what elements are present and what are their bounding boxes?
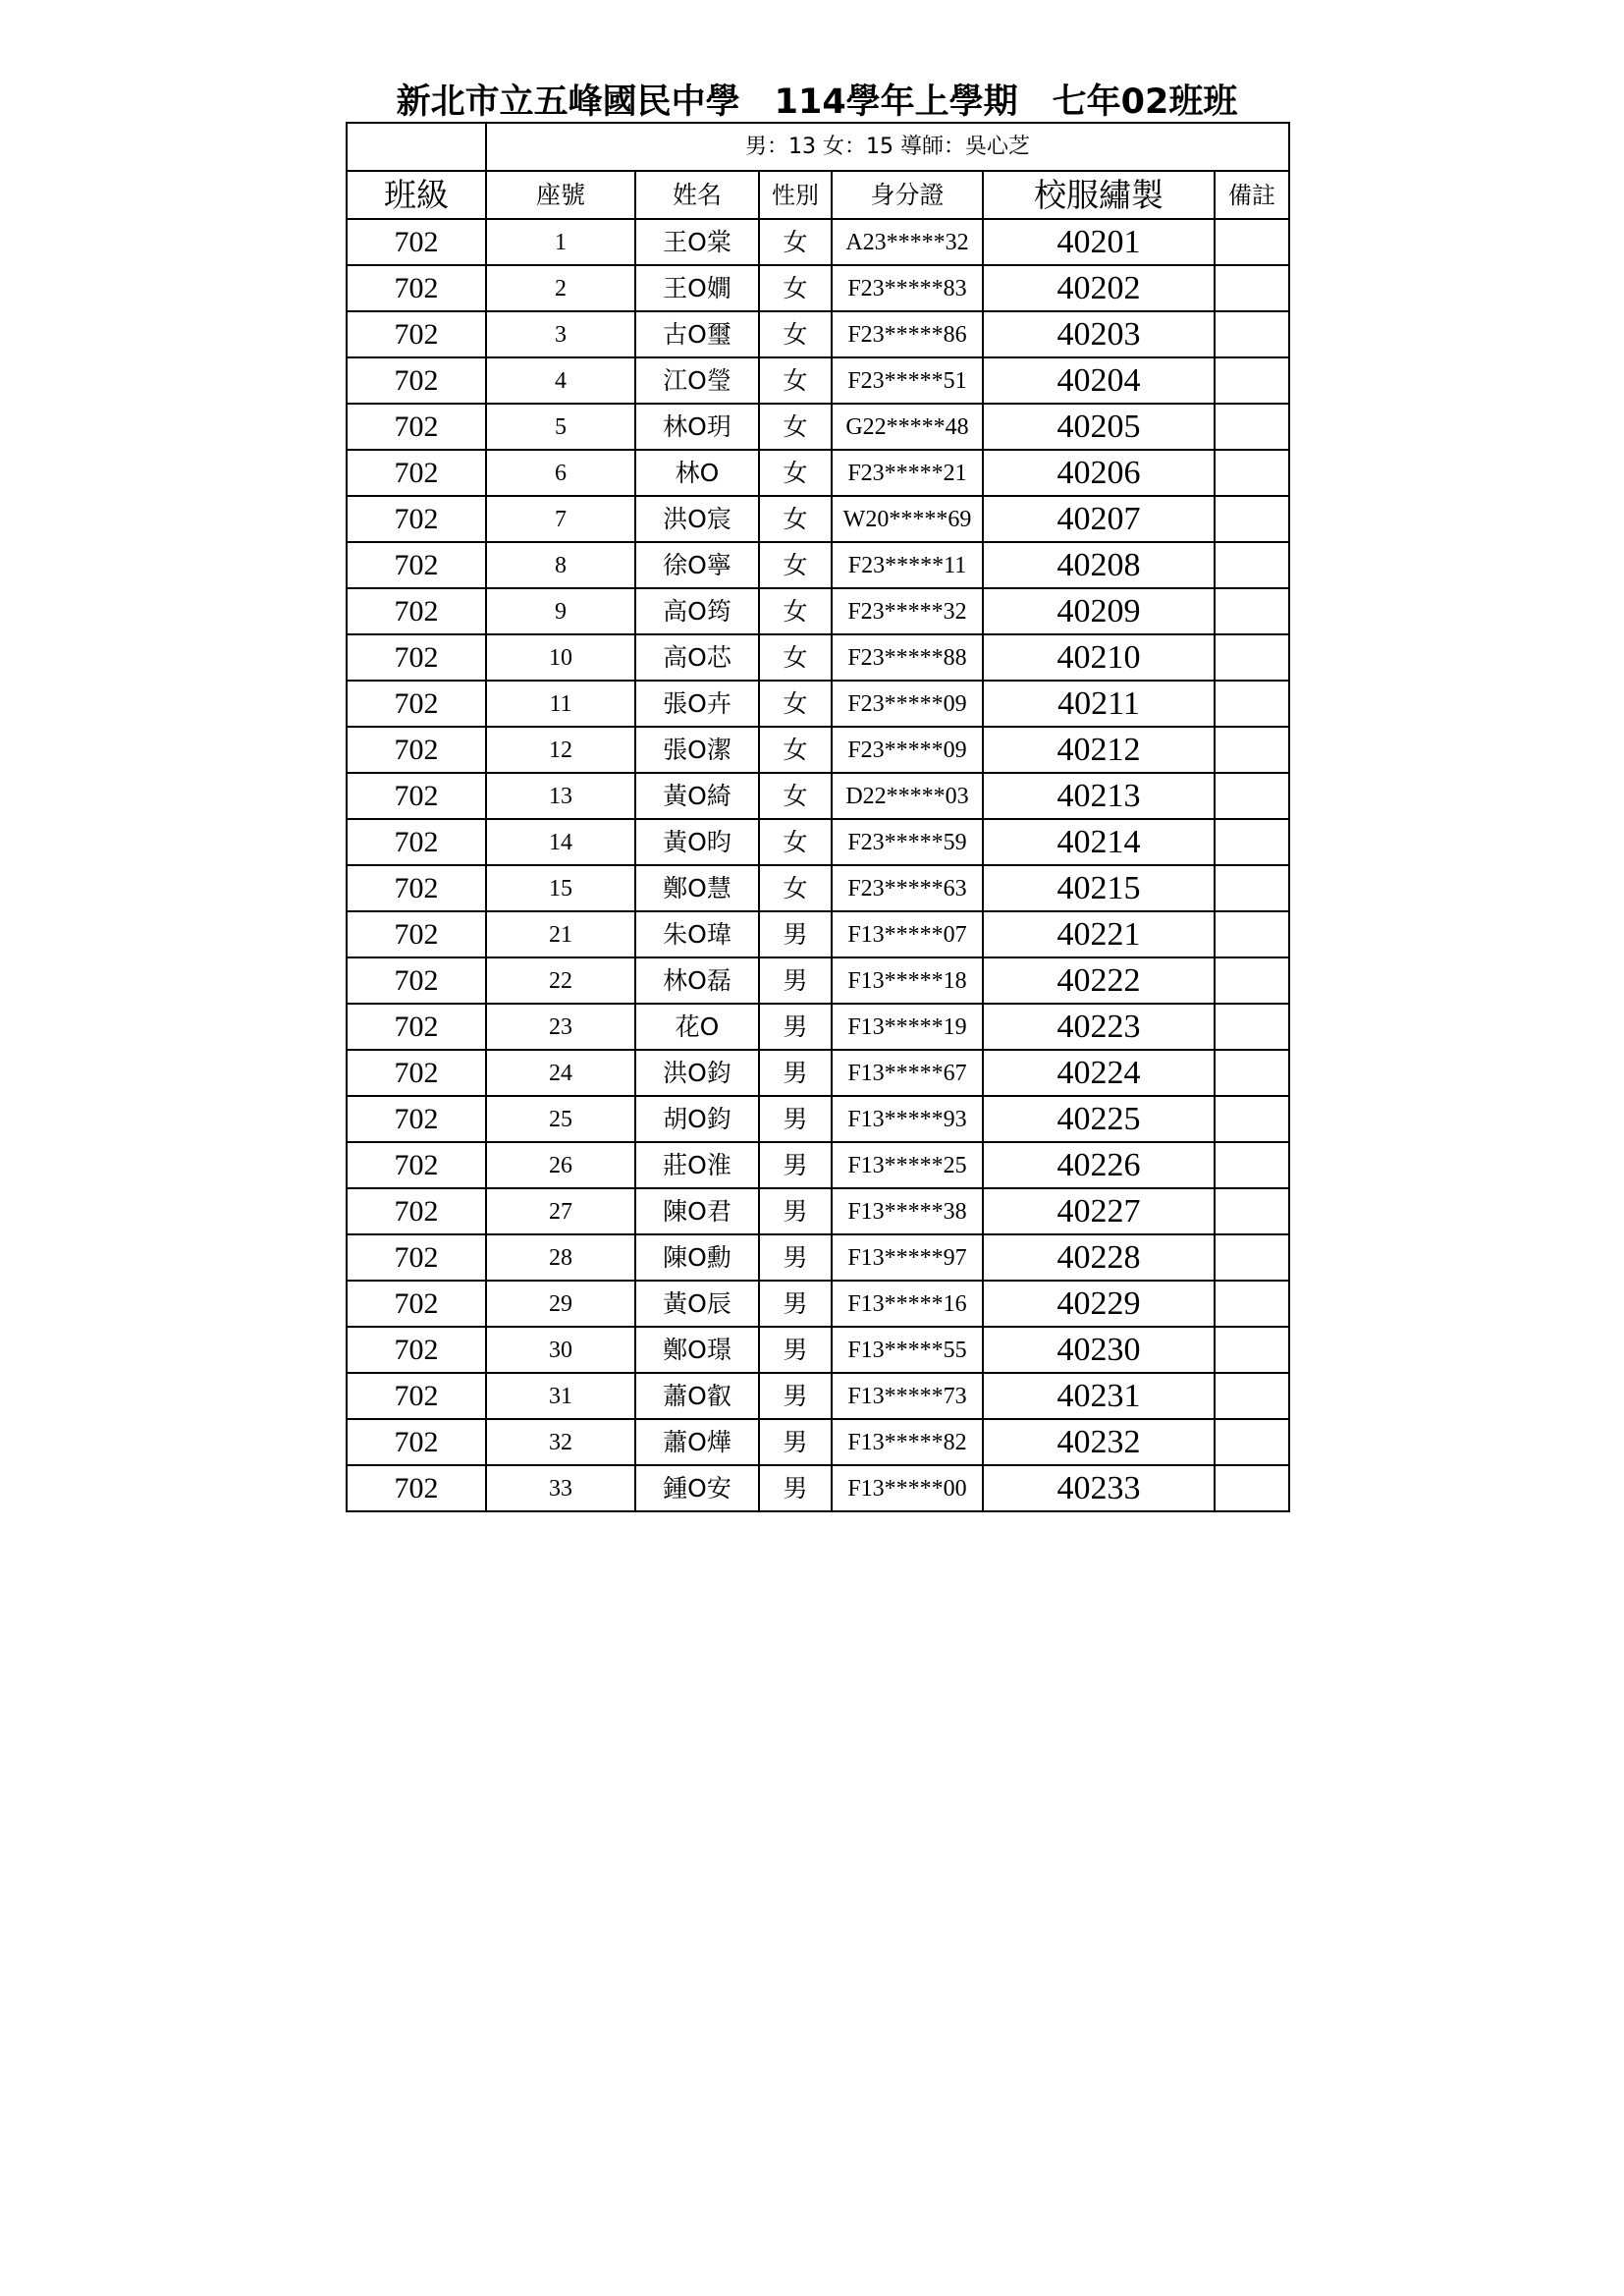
uniform-code-cell: 40227	[983, 1188, 1215, 1234]
header-name: 姓名	[635, 171, 759, 219]
class-cell: 702	[347, 404, 486, 450]
table-row	[347, 219, 1289, 265]
class-cell: 702	[347, 219, 486, 265]
seat-number-cell: 33	[486, 1465, 635, 1511]
class-cell: 702	[347, 1188, 486, 1234]
gender-cell: 女	[759, 588, 832, 634]
class-cell: 702	[347, 865, 486, 911]
header-remark: 備註	[1215, 171, 1289, 219]
remark-cell	[1215, 681, 1289, 727]
table-row	[347, 681, 1289, 727]
masked-id-cell: W20*****69	[832, 496, 983, 542]
remark-cell	[1215, 1142, 1289, 1188]
masked-id-cell: F13*****16	[832, 1281, 983, 1327]
gender-cell: 女	[759, 634, 832, 681]
remark-cell	[1215, 911, 1289, 957]
gender-cell: 女	[759, 727, 832, 773]
student-name-cell: 黃O辰	[635, 1281, 759, 1327]
gender-cell: 女	[759, 773, 832, 819]
class-cell: 702	[347, 1419, 486, 1465]
masked-id-cell: F23*****86	[832, 311, 983, 357]
table-row	[347, 957, 1289, 1004]
seat-number-cell: 32	[486, 1419, 635, 1465]
seat-number-cell: 26	[486, 1142, 635, 1188]
masked-id-cell: F23*****63	[832, 865, 983, 911]
masked-id-cell: F13*****19	[832, 1004, 983, 1050]
seat-number-cell: 6	[486, 450, 635, 496]
uniform-code-cell: 40206	[983, 450, 1215, 496]
student-name-cell: 黃O昀	[635, 819, 759, 865]
class-cell: 702	[347, 911, 486, 957]
uniform-code-cell: 40208	[983, 542, 1215, 588]
masked-id-cell: F23*****83	[832, 265, 983, 311]
student-name-cell: 高O芯	[635, 634, 759, 681]
table-row	[347, 1096, 1289, 1142]
seat-number-cell: 14	[486, 819, 635, 865]
table-row	[347, 357, 1289, 404]
class-cell: 702	[347, 542, 486, 588]
gender-cell: 女	[759, 450, 832, 496]
class-cell: 702	[347, 588, 486, 634]
remark-cell	[1215, 404, 1289, 450]
masked-id-cell: F13*****07	[832, 911, 983, 957]
student-name-cell: 鄭O慧	[635, 865, 759, 911]
class-cell: 702	[347, 450, 486, 496]
uniform-code-cell: 40221	[983, 911, 1215, 957]
class-cell: 702	[347, 1373, 486, 1419]
class-cell: 702	[347, 1142, 486, 1188]
student-name-cell: 徐O寧	[635, 542, 759, 588]
student-name-cell: 張O卉	[635, 681, 759, 727]
class-cell: 702	[347, 1465, 486, 1511]
uniform-code-cell: 40215	[983, 865, 1215, 911]
uniform-code-cell: 40212	[983, 727, 1215, 773]
table-row	[347, 819, 1289, 865]
class-roster-table	[346, 122, 1290, 1512]
remark-cell	[1215, 1419, 1289, 1465]
masked-id-cell: F13*****38	[832, 1188, 983, 1234]
masked-id-cell: F13*****67	[832, 1050, 983, 1096]
gender-cell: 男	[759, 1050, 832, 1096]
document-title: 新北市立五峰國民中學 114學年上學期 七年02班班	[396, 82, 1238, 122]
gender-cell: 女	[759, 404, 832, 450]
remark-cell	[1215, 1465, 1289, 1511]
uniform-code-cell: 40202	[983, 265, 1215, 311]
gender-cell: 女	[759, 496, 832, 542]
remark-cell	[1215, 1188, 1289, 1234]
table-row	[347, 773, 1289, 819]
remark-cell	[1215, 588, 1289, 634]
remark-cell	[1215, 450, 1289, 496]
seat-number-cell: 31	[486, 1373, 635, 1419]
masked-id-cell: D22*****03	[832, 773, 983, 819]
uniform-code-cell: 40204	[983, 357, 1215, 404]
student-name-cell: 蕭O叡	[635, 1373, 759, 1419]
gender-cell: 男	[759, 1281, 832, 1327]
student-name-cell: 洪O宸	[635, 496, 759, 542]
table-row	[347, 1050, 1289, 1096]
header-id: 身分證	[832, 171, 983, 219]
masked-id-cell: F23*****21	[832, 450, 983, 496]
gender-cell: 女	[759, 681, 832, 727]
uniform-code-cell: 40203	[983, 311, 1215, 357]
student-name-cell: 洪O鈞	[635, 1050, 759, 1096]
student-name-cell: 陳O勳	[635, 1234, 759, 1281]
table-row	[347, 1465, 1289, 1511]
student-name-cell: 王O嫺	[635, 265, 759, 311]
student-name-cell: 江O瑩	[635, 357, 759, 404]
student-name-cell: 黃O綺	[635, 773, 759, 819]
remark-cell	[1215, 727, 1289, 773]
uniform-code-cell: 40228	[983, 1234, 1215, 1281]
student-name-cell: 林O磊	[635, 957, 759, 1004]
class-cell: 702	[347, 1327, 486, 1373]
seat-number-cell: 8	[486, 542, 635, 588]
remark-cell	[1215, 634, 1289, 681]
seat-number-cell: 13	[486, 773, 635, 819]
table-row	[347, 1327, 1289, 1373]
uniform-code-cell: 40229	[983, 1281, 1215, 1327]
class-cell: 702	[347, 1050, 486, 1096]
class-cell: 702	[347, 681, 486, 727]
gender-cell: 男	[759, 1465, 832, 1511]
remark-cell	[1215, 1096, 1289, 1142]
seat-number-cell: 1	[486, 219, 635, 265]
gender-cell: 女	[759, 265, 832, 311]
seat-number-cell: 5	[486, 404, 635, 450]
seat-number-cell: 22	[486, 957, 635, 1004]
table-row	[347, 1142, 1289, 1188]
table-row	[347, 727, 1289, 773]
student-name-cell: 林O	[635, 450, 759, 496]
seat-number-cell: 7	[486, 496, 635, 542]
masked-id-cell: F23*****11	[832, 542, 983, 588]
seat-number-cell: 2	[486, 265, 635, 311]
seat-number-cell: 9	[486, 588, 635, 634]
table-row	[347, 1373, 1289, 1419]
seat-number-cell: 23	[486, 1004, 635, 1050]
seat-number-cell: 29	[486, 1281, 635, 1327]
masked-id-cell: F23*****51	[832, 357, 983, 404]
student-name-cell: 古O璽	[635, 311, 759, 357]
remark-cell	[1215, 1050, 1289, 1096]
uniform-code-cell: 40226	[983, 1142, 1215, 1188]
class-cell: 702	[347, 311, 486, 357]
masked-id-cell: F23*****88	[832, 634, 983, 681]
masked-id-cell: F13*****25	[832, 1142, 983, 1188]
gender-cell: 男	[759, 1419, 832, 1465]
masked-id-cell: F13*****00	[832, 1465, 983, 1511]
remark-cell	[1215, 1281, 1289, 1327]
class-cell: 702	[347, 265, 486, 311]
class-cell: 702	[347, 634, 486, 681]
remark-cell	[1215, 773, 1289, 819]
table-row	[347, 1004, 1289, 1050]
remark-cell	[1215, 496, 1289, 542]
student-name-cell: 鍾O安	[635, 1465, 759, 1511]
gender-cell: 女	[759, 819, 832, 865]
remark-cell	[1215, 865, 1289, 911]
header-uniform-embroidery: 校服繡製	[983, 171, 1215, 219]
uniform-code-cell: 40205	[983, 404, 1215, 450]
class-cell: 702	[347, 819, 486, 865]
student-name-cell: 莊O淮	[635, 1142, 759, 1188]
masked-id-cell: F23*****59	[832, 819, 983, 865]
table-row	[347, 634, 1289, 681]
remark-cell	[1215, 819, 1289, 865]
uniform-code-cell: 40201	[983, 219, 1215, 265]
gender-cell: 男	[759, 1373, 832, 1419]
gender-cell: 男	[759, 1004, 832, 1050]
uniform-code-cell: 40222	[983, 957, 1215, 1004]
gender-cell: 男	[759, 957, 832, 1004]
seat-number-cell: 10	[486, 634, 635, 681]
uniform-code-cell: 40230	[983, 1327, 1215, 1373]
table-row	[347, 588, 1289, 634]
class-cell: 702	[347, 1281, 486, 1327]
student-name-cell: 王O棠	[635, 219, 759, 265]
class-cell: 702	[347, 1004, 486, 1050]
remark-cell	[1215, 1004, 1289, 1050]
remark-cell	[1215, 265, 1289, 311]
masked-id-cell: F13*****93	[832, 1096, 983, 1142]
gender-cell: 男	[759, 1096, 832, 1142]
uniform-code-cell: 40211	[983, 681, 1215, 727]
header-seat: 座號	[486, 171, 635, 219]
seat-number-cell: 25	[486, 1096, 635, 1142]
class-summary: 男：13 女：15 導師：吳心芝	[486, 123, 1289, 171]
table-row	[347, 265, 1289, 311]
student-name-cell: 蕭O燁	[635, 1419, 759, 1465]
class-cell: 702	[347, 496, 486, 542]
remark-cell	[1215, 957, 1289, 1004]
table-row	[347, 911, 1289, 957]
masked-id-cell: F13*****82	[832, 1419, 983, 1465]
seat-number-cell: 12	[486, 727, 635, 773]
class-cell: 702	[347, 1234, 486, 1281]
class-cell: 702	[347, 773, 486, 819]
seat-number-cell: 30	[486, 1327, 635, 1373]
gender-cell: 男	[759, 1327, 832, 1373]
summary-blank-cell	[347, 123, 486, 171]
uniform-code-cell: 40213	[983, 773, 1215, 819]
gender-cell: 男	[759, 1234, 832, 1281]
masked-id-cell: F13*****18	[832, 957, 983, 1004]
uniform-code-cell: 40225	[983, 1096, 1215, 1142]
seat-number-cell: 27	[486, 1188, 635, 1234]
header-gender: 性別	[759, 171, 832, 219]
masked-id-cell: F13*****55	[832, 1327, 983, 1373]
seat-number-cell: 15	[486, 865, 635, 911]
masked-id-cell: G22*****48	[832, 404, 983, 450]
table-row	[347, 1419, 1289, 1465]
student-name-cell: 朱O瑋	[635, 911, 759, 957]
table-row	[347, 404, 1289, 450]
seat-number-cell: 24	[486, 1050, 635, 1096]
table-row	[347, 1281, 1289, 1327]
class-cell: 702	[347, 727, 486, 773]
gender-cell: 男	[759, 911, 832, 957]
gender-cell: 男	[759, 1142, 832, 1188]
remark-cell	[1215, 542, 1289, 588]
gender-cell: 男	[759, 1188, 832, 1234]
seat-number-cell: 21	[486, 911, 635, 957]
masked-id-cell: F23*****32	[832, 588, 983, 634]
summary-row	[347, 123, 1289, 171]
table-row	[347, 1234, 1289, 1281]
masked-id-cell: F23*****09	[832, 727, 983, 773]
table-row	[347, 311, 1289, 357]
remark-cell	[1215, 1327, 1289, 1373]
student-name-cell: 胡O鈞	[635, 1096, 759, 1142]
table-row	[347, 496, 1289, 542]
gender-cell: 女	[759, 865, 832, 911]
table-row	[347, 865, 1289, 911]
student-name-cell: 高O筠	[635, 588, 759, 634]
uniform-code-cell: 40232	[983, 1419, 1215, 1465]
table-row	[347, 542, 1289, 588]
uniform-code-cell: 40231	[983, 1373, 1215, 1419]
class-cell: 702	[347, 1096, 486, 1142]
header-class: 班級	[347, 171, 486, 219]
seat-number-cell: 4	[486, 357, 635, 404]
gender-cell: 女	[759, 311, 832, 357]
remark-cell	[1215, 1373, 1289, 1419]
uniform-code-cell: 40210	[983, 634, 1215, 681]
student-name-cell: 張O潔	[635, 727, 759, 773]
class-cell: 702	[347, 357, 486, 404]
remark-cell	[1215, 1234, 1289, 1281]
gender-cell: 女	[759, 542, 832, 588]
student-name-cell: 鄭O璟	[635, 1327, 759, 1373]
seat-number-cell: 3	[486, 311, 635, 357]
masked-id-cell: A23*****32	[832, 219, 983, 265]
masked-id-cell: F13*****97	[832, 1234, 983, 1281]
uniform-code-cell: 40207	[983, 496, 1215, 542]
uniform-code-cell: 40223	[983, 1004, 1215, 1050]
remark-cell	[1215, 311, 1289, 357]
masked-id-cell: F13*****73	[832, 1373, 983, 1419]
seat-number-cell: 28	[486, 1234, 635, 1281]
class-cell: 702	[347, 957, 486, 1004]
table-row	[347, 1188, 1289, 1234]
table-row	[347, 450, 1289, 496]
uniform-code-cell: 40209	[983, 588, 1215, 634]
masked-id-cell: F23*****09	[832, 681, 983, 727]
seat-number-cell: 11	[486, 681, 635, 727]
student-name-cell: 陳O君	[635, 1188, 759, 1234]
gender-cell: 女	[759, 219, 832, 265]
student-name-cell: 花O	[635, 1004, 759, 1050]
uniform-code-cell: 40214	[983, 819, 1215, 865]
student-name-cell: 林O玥	[635, 404, 759, 450]
header-row	[347, 171, 1289, 219]
gender-cell: 女	[759, 357, 832, 404]
uniform-code-cell: 40233	[983, 1465, 1215, 1511]
uniform-code-cell: 40224	[983, 1050, 1215, 1096]
remark-cell	[1215, 357, 1289, 404]
remark-cell	[1215, 219, 1289, 265]
